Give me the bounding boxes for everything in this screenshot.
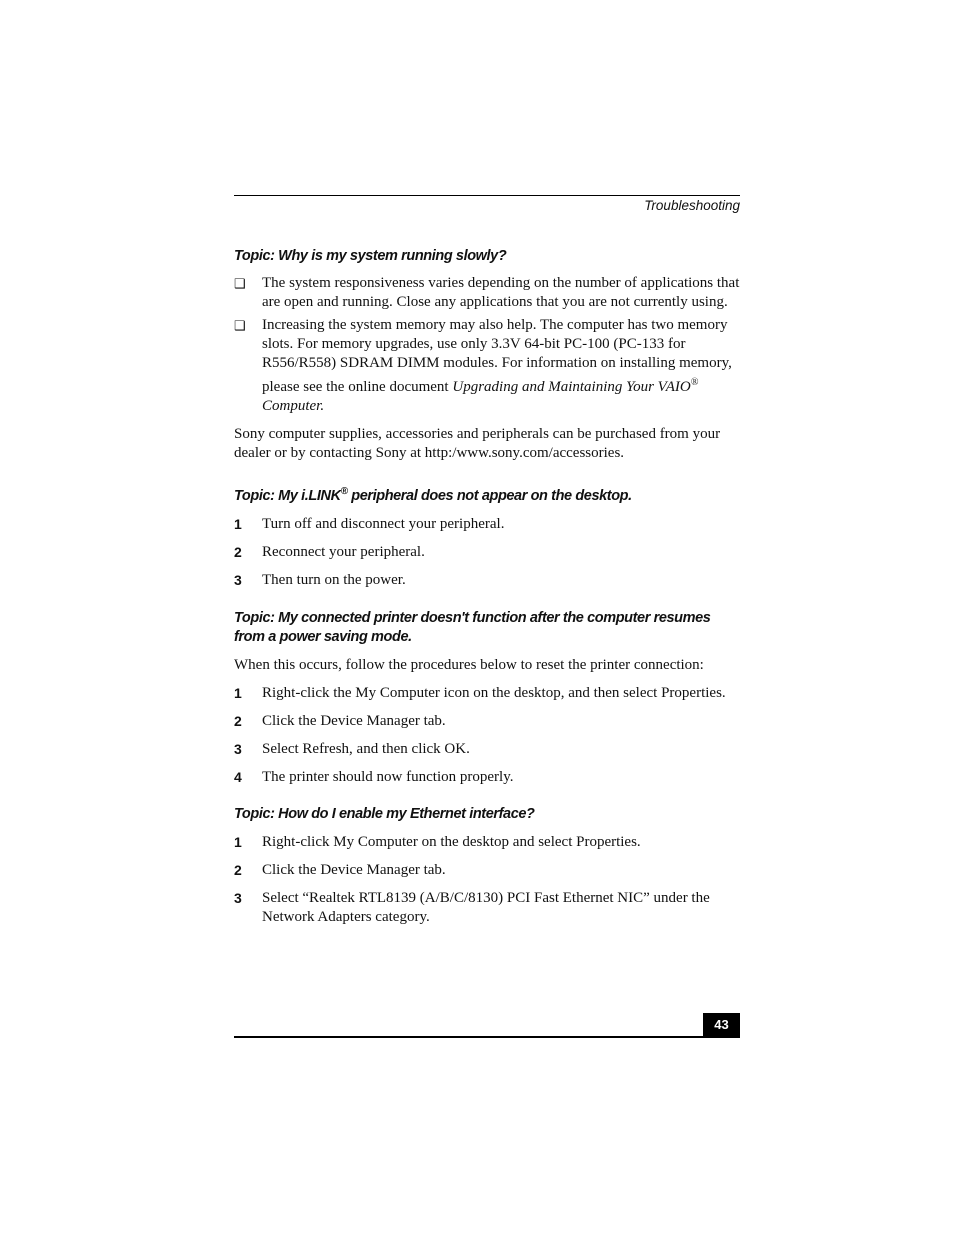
document-title-end: Computer. <box>262 398 325 414</box>
topic-text: Topic: My i.LINK <box>234 487 341 504</box>
step-text: Turn off and disconnect your peripheral. <box>262 515 505 532</box>
step-item <box>234 515 740 534</box>
step-number: 2 <box>234 861 242 878</box>
step-text: The printer should now function properly. <box>262 768 514 785</box>
step-item <box>234 571 740 590</box>
page-content <box>234 247 740 927</box>
step-number: 3 <box>234 571 242 588</box>
step-text: Select “Realtek RTL8139 (A/B/C/8130) PCI Fast Ethernet NIC” under the Network Adapters category. <box>262 889 710 925</box>
step-number: 2 <box>234 712 242 729</box>
step-number: 1 <box>234 833 242 850</box>
step-text: Right-click the My Computer icon on the desktop, and then select Properties. <box>262 684 726 701</box>
checkbox-bullet-icon: ❑ <box>234 318 246 333</box>
document-title: Upgrading and Maintaining Your VAIO <box>452 379 691 395</box>
bullet-item <box>234 274 740 312</box>
step-item <box>234 861 740 880</box>
step-number: 3 <box>234 889 242 906</box>
step-item <box>234 684 740 703</box>
step-text: Click the Device Manager tab. <box>262 861 446 878</box>
running-head: Troubleshooting <box>644 198 740 213</box>
step-item <box>234 543 740 562</box>
registered-mark: ® <box>690 377 699 388</box>
topic-line: Topic: My connected printer doesn't function after the computer resumes <box>234 609 711 626</box>
printer-intro: When this occurs, follow the procedures below to reset the printer connection: <box>234 656 704 673</box>
step-item <box>234 740 740 759</box>
footer-rule <box>234 1036 740 1038</box>
step-text: Reconnect your peripheral. <box>262 543 425 560</box>
header-rule <box>234 195 740 196</box>
page-number: 43 <box>703 1013 740 1037</box>
step-text: Then turn on the power. <box>262 571 406 588</box>
checkbox-bullet-icon: ❑ <box>234 276 246 291</box>
step-text: Right-click My Computer on the desktop and select Properties. <box>262 833 641 850</box>
step-number: 1 <box>234 515 242 532</box>
step-item <box>234 768 740 787</box>
step-number: 3 <box>234 740 242 757</box>
topic-heading-printer <box>234 609 740 647</box>
step-number: 2 <box>234 543 242 560</box>
topic-heading-ethernet: Topic: How do I enable my Ethernet interface? <box>234 805 535 822</box>
topic-heading-system-slow: Topic: Why is my system running slowly? <box>234 248 507 264</box>
bullet-text: Increasing the system memory may also help. The computer has two memory slots. For memory upgrades, use only 3.3V 64-bit PC-100 (PC-133 for R556/R558) SDRAM DIMM modules. For information on installing memory, please see the online document <box>262 317 732 395</box>
supplies-note: Sony computer supplies, accessories and peripherals can be purchased from your dealer or by contacting Sony at http:/www.sony.com/accessories. <box>234 426 721 461</box>
bullet-item <box>234 316 740 416</box>
topic-heading-ilink <box>234 482 740 506</box>
step-item <box>234 889 740 927</box>
step-number: 1 <box>234 684 242 701</box>
step-item <box>234 833 740 852</box>
step-number: 4 <box>234 768 242 785</box>
bullet-text: The system responsiveness varies depending on the number of applications that are open and running. Close any applications that you are not currently using. <box>262 275 740 310</box>
topic-line: from a power saving mode. <box>234 628 412 645</box>
topic-text: peripheral does not appear on the desktop. <box>347 487 632 504</box>
step-text: Click the Device Manager tab. <box>262 712 446 729</box>
step-item <box>234 712 740 731</box>
step-text: Select Refresh, and then click OK. <box>262 740 470 757</box>
registered-mark: ® <box>340 486 348 497</box>
